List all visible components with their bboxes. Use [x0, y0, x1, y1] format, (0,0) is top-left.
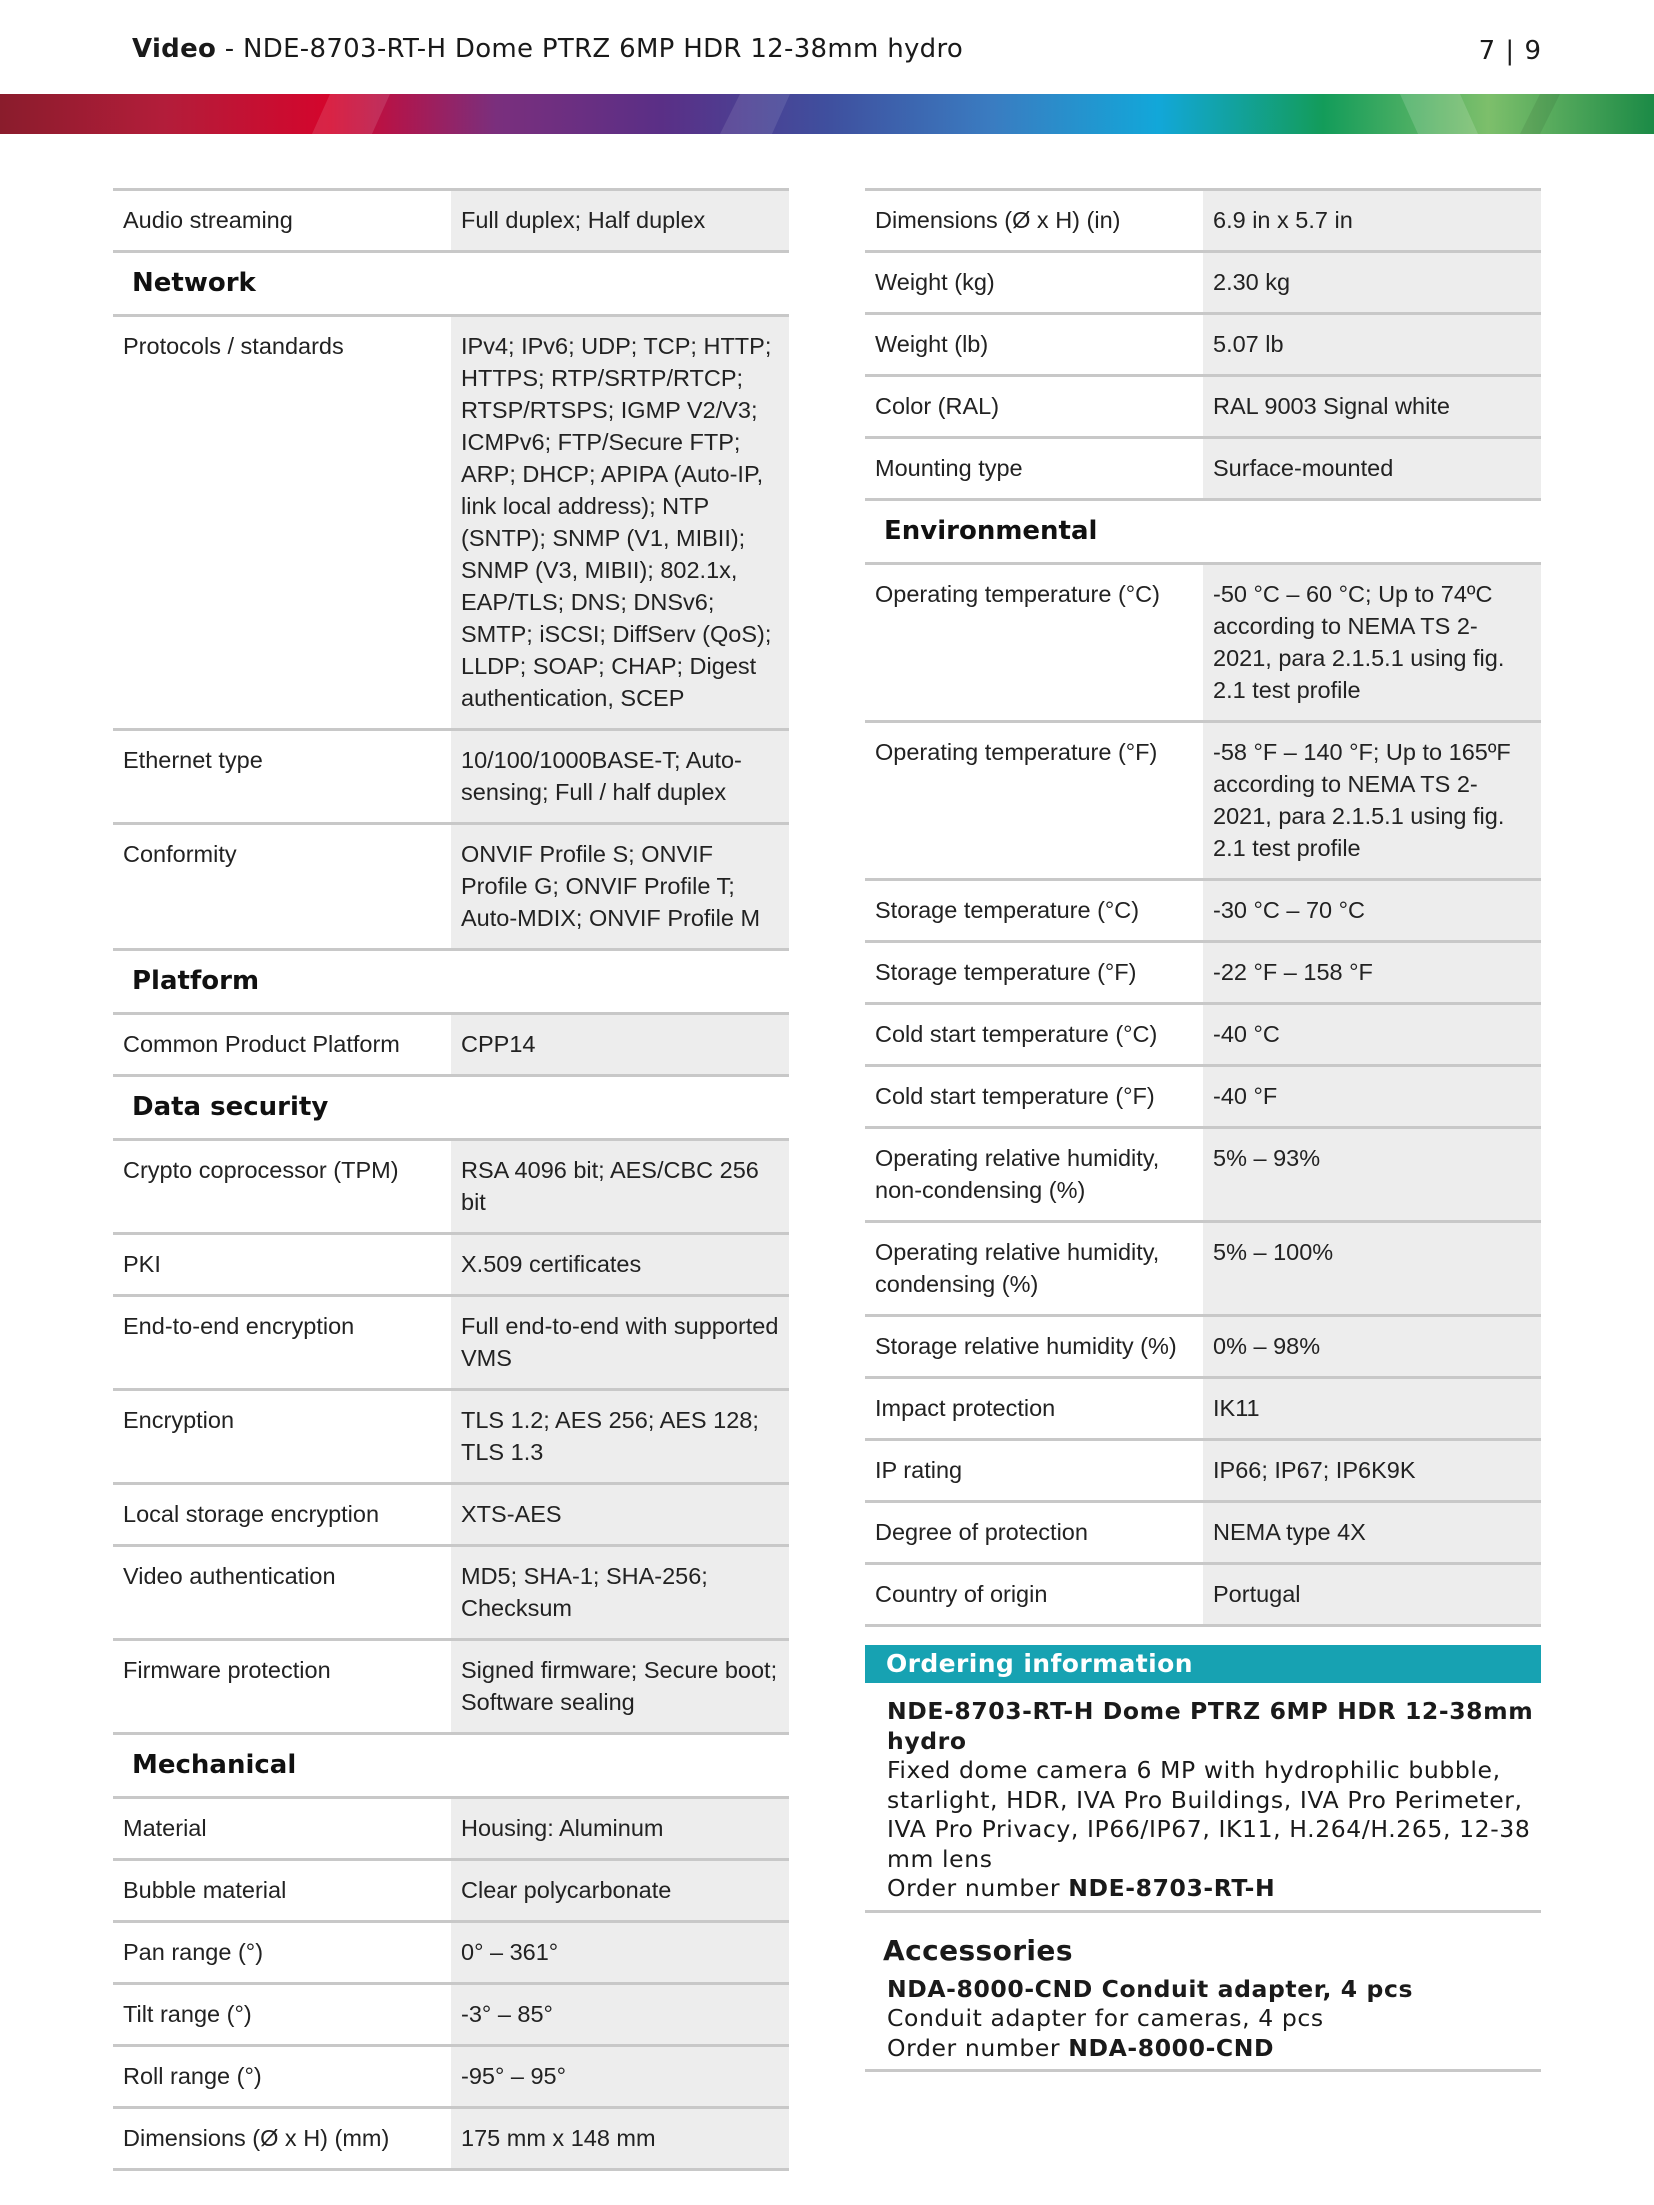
spec-value: -22 °F – 158 °F	[1203, 942, 1541, 1004]
section-heading-label: Mechanical	[113, 1734, 789, 1798]
spec-row	[865, 1378, 1541, 1440]
section-heading	[113, 252, 789, 316]
brand-stripe-graphic	[0, 94, 1654, 134]
spec-label: Audio streaming	[113, 190, 451, 252]
spec-row	[113, 1296, 789, 1390]
spec-value: XTS-AES	[451, 1484, 789, 1546]
accessories-heading: Accessories	[883, 1933, 1073, 1967]
spec-value: TLS 1.2; AES 256; AES 128; TLS 1.3	[451, 1390, 789, 1484]
spec-row	[865, 1564, 1541, 1626]
spec-value: ONVIF Profile S; ONVIF Profile G; ONVIF Profile T; Auto-MDIX; ONVIF Profile M	[451, 824, 789, 950]
spec-row	[865, 1316, 1541, 1378]
spec-label: PKI	[113, 1234, 451, 1296]
spec-label: Mounting type	[865, 438, 1203, 500]
spec-row	[113, 1140, 789, 1234]
spec-row	[113, 2046, 789, 2108]
accessory-order-number	[887, 2034, 1541, 2064]
spec-label: Operating relative humidity, non-condensing (%)	[865, 1128, 1203, 1222]
header-section: Video	[132, 34, 217, 64]
ordering-order-label: Order number	[887, 1874, 1069, 1902]
section-heading-label: Data security	[113, 1076, 789, 1140]
section-heading	[865, 500, 1541, 564]
section-heading-label: Network	[113, 252, 789, 316]
spec-row	[865, 1440, 1541, 1502]
page-header	[132, 34, 963, 64]
spec-value: CPP14	[451, 1014, 789, 1076]
spec-label: Weight (lb)	[865, 314, 1203, 376]
spec-value: 5% – 93%	[1203, 1128, 1541, 1222]
spec-label: End-to-end encryption	[113, 1296, 451, 1390]
spec-row	[865, 722, 1541, 880]
spec-label: Crypto coprocessor (TPM)	[113, 1140, 451, 1234]
spec-label: Tilt range (°)	[113, 1984, 451, 2046]
spec-row	[113, 1922, 789, 1984]
spec-value: MD5; SHA-1; SHA-256; Checksum	[451, 1546, 789, 1640]
spec-label: Protocols / standards	[113, 316, 451, 730]
spec-value: -50 °C – 60 °C; Up to 74ºC according to NEMA TS 2-2021, para 2.1.5.1 using fig. 2.1 test profile	[1203, 564, 1541, 722]
spec-row	[865, 1222, 1541, 1316]
ordering-order-value: NDE-8703-RT-H	[1068, 1874, 1276, 1902]
spec-value: -40 °C	[1203, 1004, 1541, 1066]
header-title: - NDE-8703-RT-H Dome PTRZ 6MP HDR 12-38mm hydro	[216, 34, 964, 64]
spec-row	[113, 1484, 789, 1546]
spec-row	[865, 314, 1541, 376]
spec-label: Cold start temperature (°F)	[865, 1066, 1203, 1128]
spec-value: IK11	[1203, 1378, 1541, 1440]
spec-label: Local storage encryption	[113, 1484, 451, 1546]
right-column	[865, 188, 1541, 2072]
left-column	[113, 188, 789, 2171]
spec-row	[113, 1640, 789, 1734]
spec-row	[113, 1798, 789, 1860]
spec-value: -40 °F	[1203, 1066, 1541, 1128]
spec-value: IP66; IP67; IP6K9K	[1203, 1440, 1541, 1502]
spec-row	[865, 1502, 1541, 1564]
spec-row	[865, 942, 1541, 1004]
spec-value: IPv4; IPv6; UDP; TCP; HTTP; HTTPS; RTP/SRTP/RTCP; RTSP/RTSPS; IGMP V2/V3; ICMPv6; FTP/Secure FTP; ARP; DHCP; APIPA (Auto-IP, link local address); NTP (SNTP); SNMP (V1, MIBII); SNMP (V3, MIBII); 802.1x, EAP/TLS; DNS; DNSv6; SMTP; iSCSI; DiffServ (QoS); LLDP; SOAP; CHAP; Digest authentication, SCEP	[451, 316, 789, 730]
spec-value: 2.30 kg	[1203, 252, 1541, 314]
spec-value: 0% – 98%	[1203, 1316, 1541, 1378]
section-heading-label: Environmental	[865, 500, 1541, 564]
spec-label: Video authentication	[113, 1546, 451, 1640]
spec-row	[865, 564, 1541, 722]
accessories-divider	[865, 2069, 1541, 2072]
accessory-order-label: Order number	[887, 2033, 1069, 2062]
spec-row	[113, 1014, 789, 1076]
ordering-product-title: NDE-8703-RT-H Dome PTRZ 6MP HDR 12-38mm hydro	[887, 1697, 1534, 1755]
table-bottom-rule	[113, 2170, 789, 2172]
spec-label: Ethernet type	[113, 730, 451, 824]
spec-label: Storage temperature (°C)	[865, 880, 1203, 942]
spec-label: Storage relative humidity (%)	[865, 1316, 1203, 1378]
ordering-order-number	[887, 1874, 1541, 1904]
spec-label: Firmware protection	[113, 1640, 451, 1734]
page-number: 7 | 9	[1478, 36, 1542, 66]
spec-value: 5.07 lb	[1203, 314, 1541, 376]
spec-label: Operating temperature (°C)	[865, 564, 1203, 722]
spec-value: Signed firmware; Secure boot; Software sealing	[451, 1640, 789, 1734]
spec-value: -58 °F – 140 °F; Up to 165ºF according to NEMA TS 2-2021, para 2.1.5.1 using fig. 2.1 test profile	[1203, 722, 1541, 880]
spec-row	[113, 316, 789, 730]
spec-value: X.509 certificates	[451, 1234, 789, 1296]
spec-row	[113, 1546, 789, 1640]
spec-label: Pan range (°)	[113, 1922, 451, 1984]
spec-label: Bubble material	[113, 1860, 451, 1922]
spec-value: NEMA type 4X	[1203, 1502, 1541, 1564]
spec-value: Portugal	[1203, 1564, 1541, 1626]
spec-value: 175 mm x 148 mm	[451, 2108, 789, 2170]
spec-label: Storage temperature (°F)	[865, 942, 1203, 1004]
spec-value: 10/100/1000BASE-T; Auto-sensing; Full / half duplex	[451, 730, 789, 824]
spec-label: Country of origin	[865, 1564, 1203, 1626]
ordering-item	[865, 1683, 1541, 1910]
spec-value: Clear polycarbonate	[451, 1860, 789, 1922]
spec-row	[113, 190, 789, 252]
spec-row	[865, 252, 1541, 314]
spec-label: Common Product Platform	[113, 1014, 451, 1076]
spec-label: Encryption	[113, 1390, 451, 1484]
spec-row	[113, 1860, 789, 1922]
spec-value: 0° – 361°	[451, 1922, 789, 1984]
spec-row	[865, 1004, 1541, 1066]
spec-row	[113, 824, 789, 950]
accessory-desc: Conduit adapter for cameras, 4 pcs	[887, 2004, 1324, 2032]
accessory-title: NDA-8000-CND Conduit adapter, 4 pcs	[887, 1974, 1414, 2003]
spec-row	[865, 438, 1541, 500]
brand-color-stripe	[0, 94, 1654, 134]
spec-row	[113, 1234, 789, 1296]
spec-row	[865, 376, 1541, 438]
section-heading-label: Platform	[113, 950, 789, 1014]
section-heading	[113, 1734, 789, 1798]
spec-label: Dimensions (Ø x H) (mm)	[113, 2108, 451, 2170]
spec-label: Operating relative humidity, condensing (%)	[865, 1222, 1203, 1316]
spec-value: Full end-to-end with supported VMS	[451, 1296, 789, 1390]
spec-row	[113, 730, 789, 824]
spec-row	[113, 2108, 789, 2170]
spec-label: Degree of protection	[865, 1502, 1203, 1564]
spec-row	[865, 1066, 1541, 1128]
spec-row	[865, 880, 1541, 942]
accessory-order-value: NDA-8000-CND	[1068, 2033, 1275, 2062]
spec-value: Surface-mounted	[1203, 438, 1541, 500]
spec-label: Cold start temperature (°C)	[865, 1004, 1203, 1066]
spec-label: Operating temperature (°F)	[865, 722, 1203, 880]
spec-row	[113, 1390, 789, 1484]
table-bottom-rule	[865, 1626, 1541, 1628]
spec-value: RSA 4096 bit; AES/CBC 256 bit	[451, 1140, 789, 1234]
spec-table-left	[113, 188, 789, 2171]
spec-row	[865, 190, 1541, 252]
section-heading	[113, 950, 789, 1014]
spec-label: Dimensions (Ø x H) (in)	[865, 190, 1203, 252]
spec-value: 5% – 100%	[1203, 1222, 1541, 1316]
spec-value: Full duplex; Half duplex	[451, 190, 789, 252]
spec-value: 6.9 in x 5.7 in	[1203, 190, 1541, 252]
spec-label: Material	[113, 1798, 451, 1860]
spec-value: RAL 9003 Signal white	[1203, 376, 1541, 438]
spec-label: Conformity	[113, 824, 451, 950]
section-heading	[113, 1076, 789, 1140]
ordering-heading: Ordering information	[865, 1645, 1541, 1683]
spec-label: IP rating	[865, 1440, 1203, 1502]
accessory-item	[865, 1969, 1541, 2070]
spec-label: Weight (kg)	[865, 252, 1203, 314]
spec-label: Color (RAL)	[865, 376, 1203, 438]
spec-table-right	[865, 188, 1541, 1627]
spec-row	[865, 1128, 1541, 1222]
spec-row	[113, 1984, 789, 2046]
spec-label: Roll range (°)	[113, 2046, 451, 2108]
spec-label: Impact protection	[865, 1378, 1203, 1440]
spec-value: -30 °C – 70 °C	[1203, 880, 1541, 942]
ordering-product-desc: Fixed dome camera 6 MP with hydrophilic bubble, starlight, HDR, IVA Pro Buildings, IVA Pro Perimeter, IVA Pro Privacy, IP66/IP67, IK11, H.264/H.265, 12-38 mm lens	[887, 1756, 1531, 1873]
spec-value: -95° – 95°	[451, 2046, 789, 2108]
spec-value: -3° – 85°	[451, 1984, 789, 2046]
spec-value: Housing: Aluminum	[451, 1798, 789, 1860]
